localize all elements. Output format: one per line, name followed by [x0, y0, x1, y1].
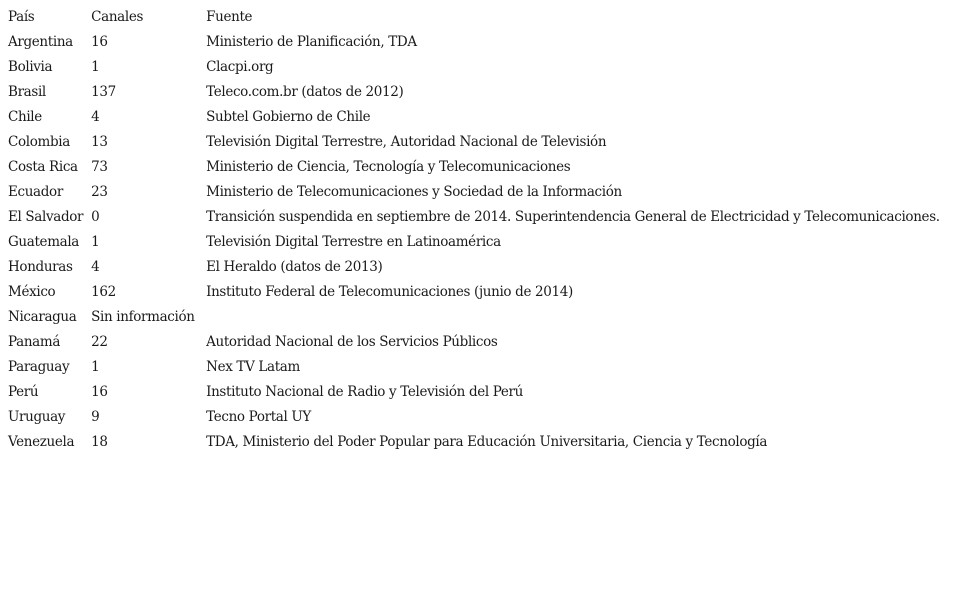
cell-channels: 18	[91, 433, 108, 450]
cell-country: Uruguay	[8, 408, 66, 425]
cell-country: Guatemala	[8, 233, 80, 250]
table-row	[0, 204, 961, 229]
table-row	[0, 79, 961, 104]
cell-country: Colombia	[8, 133, 70, 150]
cell-channels: 1	[91, 358, 100, 375]
cell-channels: 9	[91, 408, 100, 425]
cell-country: Venezuela	[8, 433, 75, 450]
cell-source	[198, 304, 961, 329]
cell-channels: Sin información	[91, 308, 195, 325]
cell-country: Perú	[8, 383, 39, 400]
table-row	[0, 29, 961, 54]
cell-channels: 73	[91, 158, 108, 175]
cell-source: Televisión Digital Terrestre, Autoridad Nacional de Televisión	[206, 133, 607, 150]
cell-country: Costa Rica	[8, 158, 78, 175]
cell-channels: 1	[91, 58, 100, 75]
cell-source: Transición suspendida en septiembre de 2014. Superintendencia General de Electricidad y Telecomunicaciones.	[206, 208, 940, 225]
table-row	[0, 154, 961, 179]
header-pais: País	[8, 8, 35, 25]
cell-source: Teleco.com.br (datos de 2012)	[206, 83, 404, 100]
header-canales: Canales	[91, 8, 144, 25]
cell-source: Autoridad Nacional de los Servicios Públicos	[206, 333, 498, 350]
cell-country: El Salvador	[8, 208, 84, 225]
cell-source: Tecno Portal UY	[206, 408, 311, 425]
cell-channels: 13	[91, 133, 108, 150]
table-row	[0, 404, 961, 429]
table-row	[0, 104, 961, 129]
channels-table	[0, 4, 961, 454]
cell-channels: 4	[91, 258, 100, 275]
table-header-row	[0, 4, 961, 29]
cell-source: Ministerio de Ciencia, Tecnología y Telecomunicaciones	[206, 158, 571, 175]
cell-channels: 16	[91, 33, 108, 50]
table-row	[0, 379, 961, 404]
cell-country: Paraguay	[8, 358, 70, 375]
cell-channels: 16	[91, 383, 108, 400]
table-row	[0, 304, 961, 329]
cell-country: Bolivia	[8, 58, 53, 75]
cell-channels: 137	[91, 83, 116, 100]
table-row	[0, 329, 961, 354]
cell-country: Argentina	[8, 33, 73, 50]
cell-source: Instituto Federal de Telecomunicaciones (junio de 2014)	[206, 283, 573, 300]
cell-country: Brasil	[8, 83, 46, 100]
cell-source: Clacpi.org	[206, 58, 274, 75]
cell-country: Honduras	[8, 258, 73, 275]
table-row	[0, 354, 961, 379]
table-row	[0, 229, 961, 254]
cell-country: Chile	[8, 108, 42, 125]
channels-table-container	[0, 4, 961, 454]
cell-channels: 162	[91, 283, 116, 300]
cell-country: Panamá	[8, 333, 61, 350]
cell-channels: 4	[91, 108, 100, 125]
cell-source: Instituto Nacional de Radio y Televisión del Perú	[206, 383, 523, 400]
cell-channels: 22	[91, 333, 108, 350]
cell-country: México	[8, 283, 56, 300]
table-body	[0, 29, 961, 454]
cell-country: Nicaragua	[8, 308, 77, 325]
cell-source: Nex TV Latam	[206, 358, 300, 375]
header-fuente: Fuente	[206, 8, 253, 25]
cell-source: Ministerio de Planificación, TDA	[206, 33, 417, 50]
table-row	[0, 279, 961, 304]
cell-source: Televisión Digital Terrestre en Latinoamérica	[206, 233, 501, 250]
cell-country: Ecuador	[8, 183, 63, 200]
cell-source: TDA, Ministerio del Poder Popular para Educación Universitaria, Ciencia y Tecnología	[206, 433, 768, 450]
cell-channels: 0	[91, 208, 100, 225]
table-row	[0, 429, 961, 454]
cell-source: Subtel Gobierno de Chile	[206, 108, 371, 125]
table-row	[0, 54, 961, 79]
cell-source: El Heraldo (datos de 2013)	[206, 258, 383, 275]
table-row	[0, 179, 961, 204]
cell-channels: 1	[91, 233, 100, 250]
table-row	[0, 129, 961, 154]
table-row	[0, 254, 961, 279]
cell-source: Ministerio de Telecomunicaciones y Sociedad de la Información	[206, 183, 622, 200]
cell-channels: 23	[91, 183, 108, 200]
